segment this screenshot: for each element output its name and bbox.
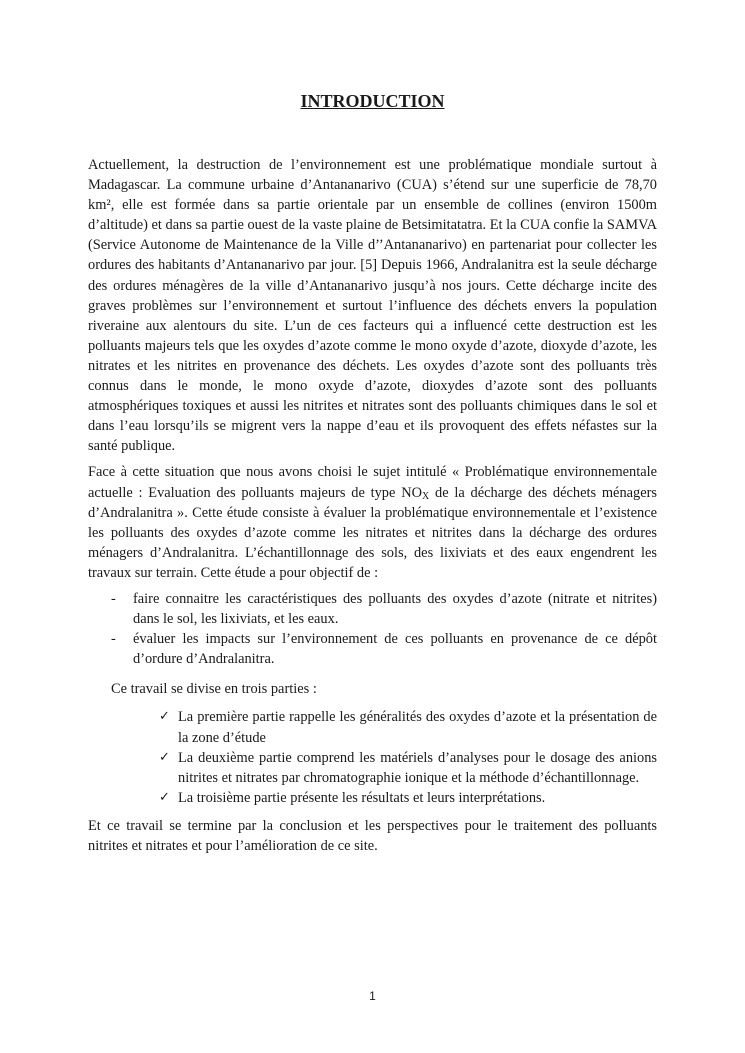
list-item xyxy=(88,589,657,629)
checkmark-icon: ✓ xyxy=(159,709,170,725)
list-item xyxy=(88,707,657,747)
formula-subscript: X xyxy=(421,490,430,502)
subject-text-start: Face à cette situation que nous avons choisi le sujet intitulé « Problématique environnementale actuelle : Evaluation des polluants majeurs de type xyxy=(88,464,657,501)
list-item-text: faire connaitre les caractéristiques des polluants des oxydes d’azote (nitrate et nitrites) dans le sol, les lixiviats, et les eaux. xyxy=(133,590,657,628)
body-content xyxy=(88,155,657,862)
dash-bullet: - xyxy=(111,631,116,648)
list-item xyxy=(88,629,657,669)
formula-nox xyxy=(401,485,429,501)
list-item-text: La deuxième partie comprend les matériels d’analyses pour le dosage des anions nitrites et nitrates par chromatographie ionique et la méthode d’échantillonnage. xyxy=(178,749,657,786)
formula-main: NO xyxy=(401,484,422,501)
parts-intro: Ce travail se divise en trois parties : xyxy=(111,681,317,698)
list-item xyxy=(88,788,657,808)
objectives-list xyxy=(88,589,657,669)
document-page xyxy=(88,0,657,1053)
paragraph-context: Actuellement, la destruction de l’environnement est une problématique mondiale surtout à Madagascar. La commune urbaine d’Antananarivo (CUA) s’étend sur une superficie de 78,70 km², elle est formée dans sa partie orientale par un ensemble de collines (environ 1500m d’altitude) et dans sa partie ouest de la vaste plaine de Betsimitatatra. Et la CUA confie la SAMVA (Service Autonome de Maintenance de la Ville d’’Antananarivo) en partenariat pour collecter les ordures des habitants d’Antananarivo par jour. [5] Depuis 1966, Andralanitra est la seule décharge des ordures ménagères de la ville d’Antananarivo jusqu’à nos jours. Cette décharge incite des graves problèmes sur l’environnement et surtout l’influence des déchets envers la population riveraine aux alentours du site. L’un de ces facteurs qui a influencé cette destruction est les polluants majeurs tels que les oxydes d’azote comme le mono oxyde d’azote, dioxyde d’azote, les nitrates et les nitrites en provenance des déchets. Les oxydes d’azote sont des polluants très connus dans le monde, le mono oxyde d’azote, dioxydes d’azote sont des polluants atmosphériques toxiques et aussi les nitrites et nitrates sont des polluants chimiques dans le sol et dans l’eau lorsqu’ils se migrent vers la nappe d’eau et ils provoquent des effets néfastes sur la santé publique. xyxy=(88,157,657,455)
list-item-text: évaluer les impacts sur l’environnement de ces polluants en provenance de ce dépôt d’ordure d’Andralanitra. xyxy=(133,631,657,668)
list-item xyxy=(88,748,657,788)
subject-text-end: de la décharge des déchets ménagers d’Andralanitra ». Cette étude consiste à évaluer la problématique environnementale et l’existence les polluants des oxydes d’azote comme les nitrates et nitrites dans la décharge des ordures ménagers d’Andralanitra. L’échantillonnage des sols, des lixiviats et des eaux engendrent les travaux sur terrain. Cette étude a pour objectif de : xyxy=(88,484,658,581)
checkmark-icon: ✓ xyxy=(159,749,170,765)
list-item-text: La troisième partie présente les résultats et leurs interprétations. xyxy=(178,789,546,806)
dash-bullet: - xyxy=(111,590,116,607)
parts-list xyxy=(88,707,657,807)
page-number: 1 xyxy=(369,989,376,1003)
checkmark-icon: ✓ xyxy=(159,789,170,805)
paragraph-conclusion: Et ce travail se termine par la conclusion et les perspectives pour le traitement des polluants nitrites et nitrates et pour l’amélioration de ce site. xyxy=(88,817,657,854)
page-title: INTRODUCTION xyxy=(300,91,445,111)
list-item-text: La première partie rappelle les généralités des oxydes d’azote et la présentation de la zone d’étude xyxy=(178,709,657,746)
paragraph-subject xyxy=(88,462,657,583)
